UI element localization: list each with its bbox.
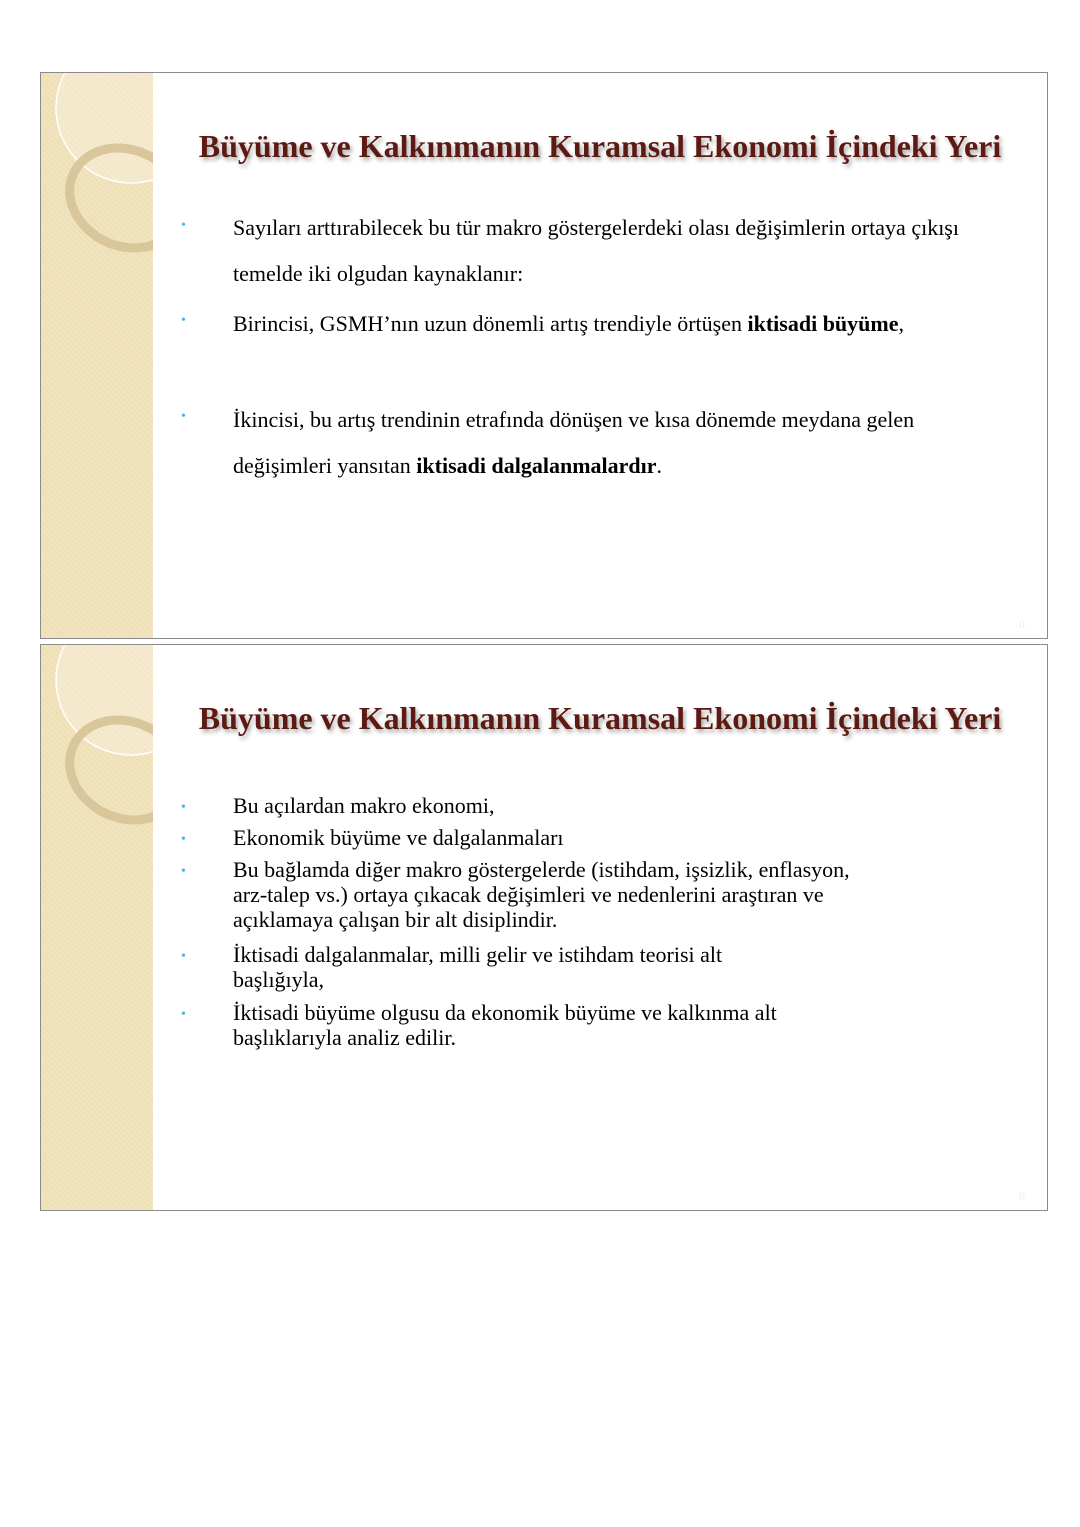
bullet-text: Ekonomik büyüme ve dalgalanmaları (233, 825, 564, 850)
ring-decoration-icon (41, 73, 153, 638)
bullet-icon: • (181, 800, 186, 815)
bullet-text: İkincisi, bu artış trendinin etrafında dönüşen ve kısa dönemde meydana gelen değişimleri yansıtan iktisadi dalgalanmalardır. (233, 407, 915, 478)
bullet-icon: • (181, 832, 186, 847)
bullet-icon: • (181, 313, 186, 328)
decorative-sidebar (41, 73, 153, 638)
bullet-icon: • (181, 218, 186, 233)
bullet-text: Bu açılardan makro ekonomi, (233, 793, 495, 818)
bullet-icon: • (181, 409, 186, 424)
ring-decoration-icon (41, 645, 153, 1210)
slide-number: 0 (1019, 617, 1025, 631)
slide-1 (40, 72, 1048, 639)
bullet-text: Birincisi, GSMH’nın uzun dönemli artış trendiyle örtüşen iktisadi büyüme, (233, 311, 904, 336)
bullet-text: Sayıları arttırabilecek bu tür makro göstergelerdeki olası değişimlerin ortaya çıkışı temelde iki olgudan kaynaklanır: (233, 215, 959, 286)
bullet-text: İktisadi dalgalanmalar, milli gelir ve istihdam teorisi alt başlığıyla, (233, 942, 723, 992)
slide-title: Büyüme ve Kalkınmanın Kuramsal Ekonomi İçindeki Yeri (198, 700, 1002, 736)
bullet-text: İktisadi büyüme olgusu da ekonomik büyüme ve kalkınma alt başlıklarıyla analiz edilir. (233, 1000, 777, 1050)
bullet-icon: • (181, 864, 186, 879)
bullet-text: Bu bağlamda diğer makro göstergelerde (istihdam, işsizlik, enflasyon, arz-talep vs.) ortaya çıkacak değişimleri ve nedenlerini araştıran ve açıklamaya çalışan bir alt disiplindir. (233, 857, 850, 932)
slide-number: 0 (1019, 1189, 1025, 1203)
slide-title: Büyüme ve Kalkınmanın Kuramsal Ekonomi İçindeki Yeri (198, 128, 1002, 164)
bullet-icon: • (181, 949, 186, 964)
bullet-icon: • (181, 1007, 186, 1022)
decorative-sidebar (41, 645, 153, 1210)
slide-2 (40, 644, 1048, 1211)
